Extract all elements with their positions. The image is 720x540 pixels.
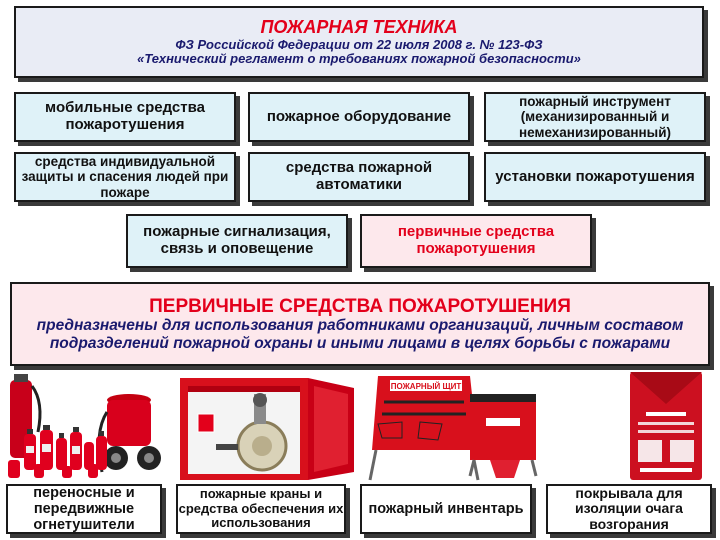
category-installations[interactable]	[484, 152, 706, 202]
category-equipment[interactable]	[248, 92, 470, 142]
category-personal[interactable]	[14, 152, 236, 202]
fire-blanket-image	[626, 370, 706, 482]
category-mobile[interactable]	[14, 92, 236, 142]
label-extinguishers-text: переносные и передвижные огнетушители	[33, 484, 135, 534]
category-equipment-label: пожарное оборудование	[266, 107, 452, 125]
primary-means-title: ПЕРВИЧНЫЕ СРЕДСТВА ПОЖАРОТУШЕНИЯ	[149, 296, 571, 317]
category-mobile-label: мобильные средства пожаротушения	[45, 99, 205, 133]
category-installations-label: установки пожаротушения	[495, 167, 695, 185]
page-title: ПОЖАРНАЯ ТЕХНИКА	[260, 17, 458, 38]
category-primary[interactable]	[360, 214, 592, 268]
category-automation[interactable]	[248, 152, 470, 202]
label-hydrants[interactable]	[176, 484, 346, 534]
label-blankets[interactable]	[546, 484, 712, 534]
category-automation-label: средства пожарной автоматики	[285, 159, 433, 193]
shield-sign-text: ПОЖАРНЫЙ ЩИТ	[390, 382, 462, 391]
hydrant-cabinet-image	[176, 374, 358, 482]
category-primary-label: первичные средства пожаротушения	[397, 223, 555, 257]
label-extinguishers[interactable]	[6, 484, 162, 534]
category-personal-label: средства индивидуальной защиты и спасения людей при пожаре	[21, 154, 229, 200]
category-alarm-label: пожарные сигнализация, связь и оповещение	[143, 223, 331, 257]
law-reference: ФЗ Российской Федерации от 22 июля 2008 г. № 123-ФЗ	[175, 36, 543, 52]
primary-means-panel	[10, 282, 710, 366]
category-tools-label: пожарный инструмент (механизированный и немеханизированный)	[518, 94, 672, 140]
category-tools[interactable]	[484, 92, 706, 142]
label-blankets-text: покрывала для изоляции очага возгорания	[575, 484, 683, 532]
label-inventory[interactable]	[360, 484, 532, 534]
primary-means-description: предназначены для использования работниками организаций, личным составом подразделений пожарной охраны и иными лицами в целях борьбы с пожарами	[36, 317, 684, 352]
header-banner	[14, 6, 704, 78]
label-hydrants-text: пожарные краны и средства обеспечения их использования	[178, 486, 344, 531]
regulation-title: «Технический регламент о требованиях пожарной безопасности»	[137, 51, 581, 67]
fire-shield-image	[360, 372, 540, 482]
label-inventory-text: пожарный инвентарь	[368, 500, 524, 517]
extinguishers-image	[4, 372, 164, 480]
category-alarm[interactable]	[126, 214, 348, 268]
